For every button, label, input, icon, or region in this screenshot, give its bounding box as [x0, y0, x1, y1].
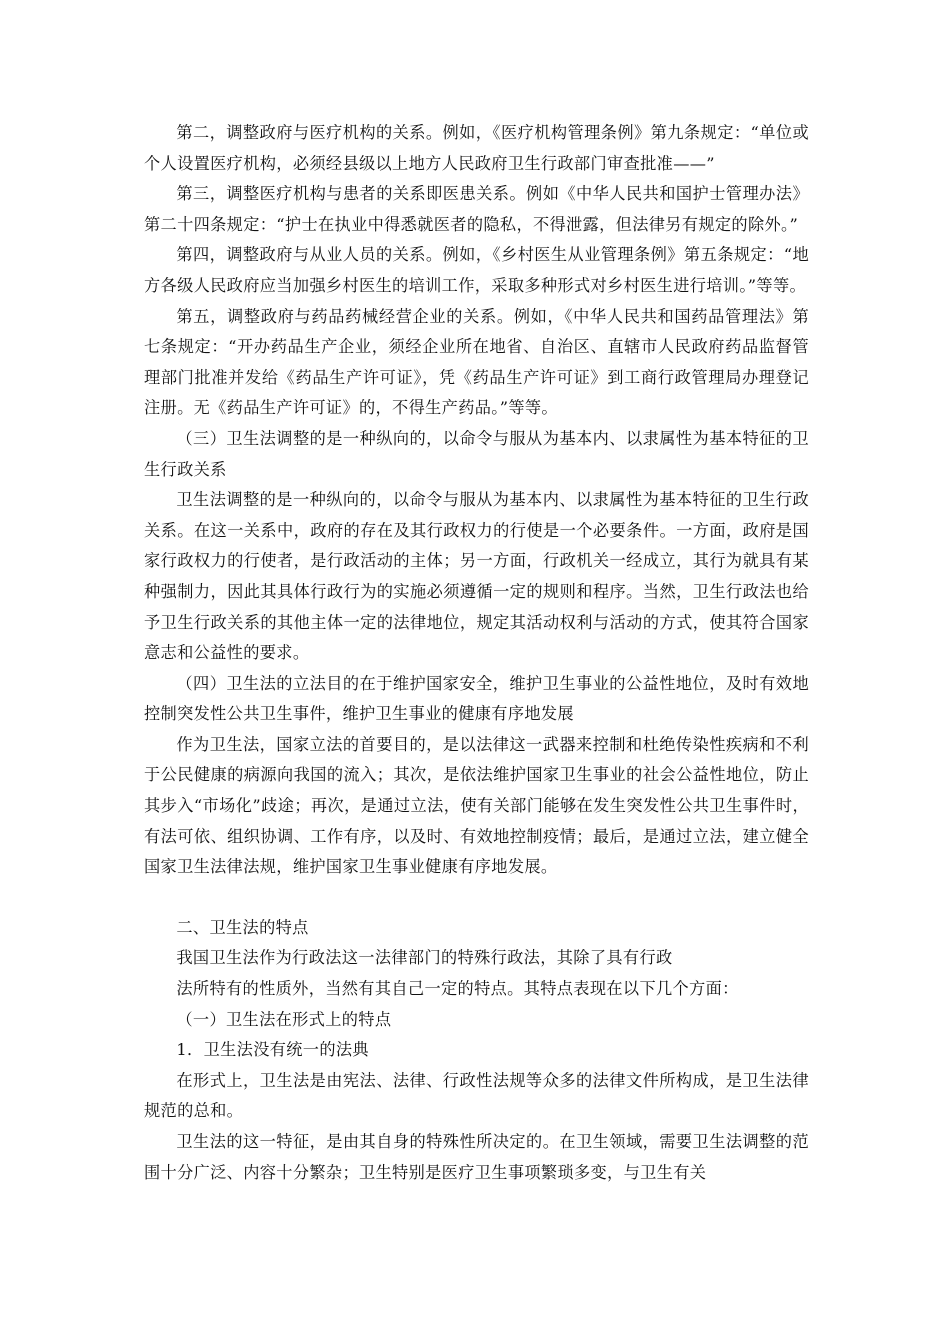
document-page	[144, 118, 809, 1188]
list-item-no-unified-code: 1．卫生法没有统一的法典	[176, 1040, 369, 1060]
heading-section-four: （四）卫生法的立法目的在于维护国家安全，维护卫生事业的公益性地位，及时有效地控制突发性公共卫生事件，维护卫生事业的健康有序地发展	[144, 673, 809, 724]
paragraph-doctor-patient-relations: 第三，调整医疗机构与患者的关系即医患关系。例如《中华人民共和国护士管理办法》第二十四条规定：“护士在执业中得悉就医者的隐私，不得泄露，但法律另有规定的除外。”	[144, 184, 809, 234]
paragraph-vertical-administrative-relation: 卫生法调整的是一种纵向的，以命令与服从为基本内、以隶属性为基本特征的卫生行政关系。在这一关系中，政府的存在及其行政权力的行使是一个必要条件。一方面，政府是国家行政权力的行使者，是行政活动的主体；另一方面，行政机关一经成立，其行为就具有某种强制力，因此其具体行政行为的实施必须遵循一定的规则和程序。当然，卫生行政法也给予卫生行政关系的其他主体一定的法律地位，规定其活动权利与活动的方式，使其符合国家意志和公益性的要求。	[144, 490, 809, 663]
paragraph-government-drug-enterprises: 第五，调整政府与药品药械经营企业的关系。例如，《中华人民共和国药品管理法》第七条规定：“开办药品生产企业，须经企业所在地省、自治区、直辖市人民政府药品监督管理部门批准并发给《药品生产许可证》，凭《药品生产许可证》到工商行政管理局办理登记注册。无《药品生产许可证》的，不得生产药品。”等等。	[144, 306, 809, 418]
subheading-form-characteristics: （一）卫生法在形式上的特点	[176, 1009, 392, 1029]
heading-section-three: （三）卫生法调整的是一种纵向的，以命令与服从为基本内、以隶属性为基本特征的卫生行政关系	[144, 428, 809, 479]
paragraph-government-practitioners: 第四，调整政府与从业人员的关系。例如，《乡村医生从业管理条例》第五条规定：“地方各级人民政府应当加强乡村医生的培训工作，采取多种形式对乡村医生进行培训。”等等。	[144, 245, 809, 295]
paragraph-characteristics-intro-line1: 我国卫生法作为行政法这一法律部门的特殊行政法，其除了具有行政	[176, 948, 673, 968]
paragraph-government-medical-institutions: 第二，调整政府与医疗机构的关系。例如，《医疗机构管理条例》第九条规定：“单位或个人设置医疗机构，必须经县级以上地方人民政府卫生行政部门审查批准——”	[144, 123, 809, 173]
paragraph-characteristics-intro-line2: 法所特有的性质外，当然有其自己一定的特点。其特点表现在以下几个方面：	[176, 979, 739, 999]
paragraph-characteristic-reason: 卫生法的这一特征，是由其自身的特殊性所决定的。在卫生领域，需要卫生法调整的范围十分广泛、内容十分繁杂；卫生特别是医疗卫生事项繁琐多变，与卫生有关	[144, 1132, 809, 1182]
paragraph-form-description: 在形式上，卫生法是由宪法、法律、行政性法规等众多的法律文件所构成，是卫生法律规范的总和。	[144, 1070, 809, 1121]
paragraph-legislative-purpose: 作为卫生法，国家立法的首要目的，是以法律这一武器来控制和杜绝传染性疾病和不利于公民健康的病源向我国的流入；其次，是依法维护国家卫生事业的社会公益性地位，防止其步入“市场化”歧途；再次，是通过立法，使有关部门能够在发生突发性公共卫生事件时，有法可依、组织协调、工作有序，以及时、有效地控制疫情；最后，是通过立法，建立健全国家卫生法律法规，维护国家卫生事业健康有序地发展。	[144, 734, 809, 877]
section-spacer	[144, 883, 809, 913]
section-title-characteristics: 二、卫生法的特点	[176, 917, 309, 937]
